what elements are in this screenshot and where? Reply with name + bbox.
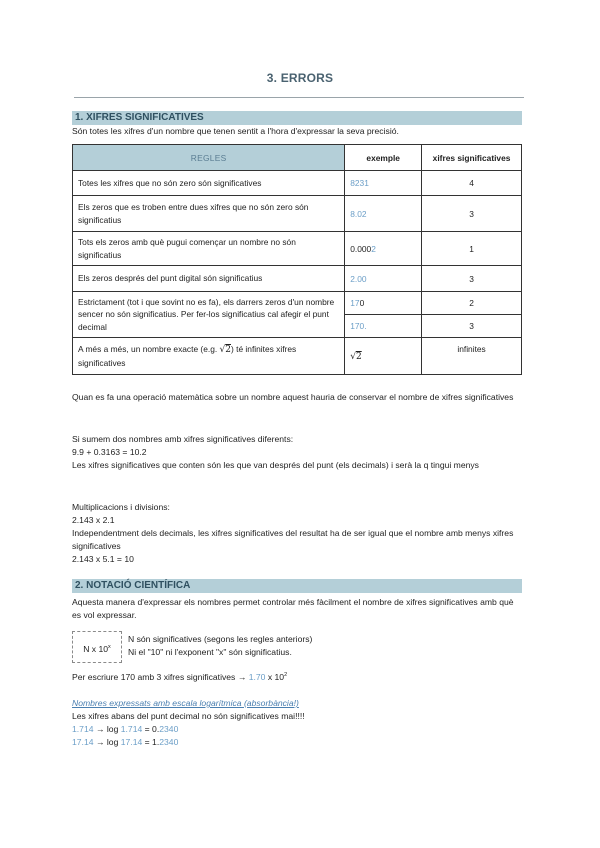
mult-heading: Multiplicacions i divisions:: [72, 502, 170, 512]
sqrt-symbol: √2: [219, 345, 231, 355]
mult-result: 2.143 x 5.1 = 10: [72, 554, 134, 564]
table-row: [73, 292, 522, 315]
rule-text: Tots els zeros amb què pugui començar un nombre no són significatius: [73, 232, 345, 266]
notation-formula-box: N x 10$^x$: [72, 631, 122, 663]
section-heading-scientific-notation: 2. NOTACIÓ CIENTÍFICA: [72, 579, 522, 593]
sig-count: 4: [422, 171, 522, 196]
sqrt-symbol: √2: [350, 351, 362, 362]
header-rules: REGLES: [73, 145, 345, 171]
mult-explanation: Independentment dels decimals, les xifres significatives del resultat ha de ser igual que el nombre amb menys xifres significatives: [72, 528, 514, 551]
logarithmic-scale-link[interactable]: Nombres expressats amb escala logarítmica (absorbància!): [72, 698, 299, 708]
example-cell: 170.: [345, 315, 422, 338]
sig-count: 3: [422, 266, 522, 292]
header-example: exemple: [345, 145, 422, 171]
sig-count: 1: [422, 232, 522, 266]
sig-count: 3: [422, 315, 522, 338]
table-row: [73, 232, 522, 266]
notation-note-2: Ni el "10" ni l'exponent "x" són significatius.: [128, 647, 292, 657]
sum-heading: Si sumem dos nombres amb xifres significatives diferents:: [72, 434, 294, 444]
page-title: 3. ERRORS: [266, 71, 334, 85]
sum-explanation: Les xifres significatives que conten són les que van després del punt (els decimals) i serà la q tingui menys: [72, 460, 479, 470]
log-rule: Les xifres abans del punt decimal no són significatives mai!!!!: [72, 711, 305, 721]
table-header-row: [73, 145, 522, 171]
table-row: [73, 338, 522, 375]
rule-text: A més a més, un nombre exacte (e.g. √2) té infinites xifres significatives: [73, 338, 345, 375]
sig-count: 2: [422, 292, 522, 315]
sig-count: 3: [422, 196, 522, 232]
table-row: [73, 171, 522, 196]
example-cell: 8231: [345, 171, 422, 196]
rule-text: Estrictament (tot i que sovint no es fa), els darrers zeros d'un nombre sencer no són significatius. Per fer-los significatius cal afegir el punt decimal: [73, 292, 345, 338]
rules-table: [72, 144, 522, 375]
rule-text: Els zeros que es troben entre dues xifres que no són zero són significatius: [73, 196, 345, 232]
section-intro: Són totes les xifres d'un nombre que tenen sentit a l'hora d'expressar la seva precisió.: [72, 126, 399, 136]
mult-example: 2.143 x 2.1: [72, 515, 115, 525]
example-cell: 8.02: [345, 196, 422, 232]
table-row: [73, 196, 522, 232]
log-example-1: 1.714 → log 1.714 = 0.2340: [72, 724, 179, 734]
section-heading-significant-figures: 1. XIFRES SIGNIFICATIVES: [72, 111, 522, 125]
sum-example: 9.9 + 0.3163 = 10.2: [72, 447, 147, 457]
example-cell: [345, 338, 422, 375]
title-divider: [74, 97, 524, 98]
example-cell: 170: [345, 292, 422, 315]
notation-note-1: N són significatives (segons les regles anteriors): [128, 634, 313, 644]
notation-example: Per escriure 170 amb 3 xifres significatives → 1.70 x $10^2$: [72, 671, 288, 682]
sig-count: infinites: [422, 338, 522, 375]
log-example-2: 17.14 → log 17.14 = 1.2340: [72, 737, 179, 747]
operations-note: Quan es fa una operació matemàtica sobre un nombre aquest hauria de conservar el nombre de xifres significatives: [72, 392, 514, 402]
rule-text: Totes les xifres que no són zero són significatives: [73, 171, 345, 196]
example-cell: 2.00: [345, 266, 422, 292]
example-cell: 0.0002: [345, 232, 422, 266]
header-significant-figures: xifres significatives: [422, 145, 522, 171]
section-intro: Aquesta manera d'expressar els nombres permet controlar més fàcilment el nombre de xifres significatives amb què es vol expressar.: [72, 597, 514, 620]
table-row: [73, 266, 522, 292]
rule-text: Els zeros després del punt digital són significatius: [73, 266, 345, 292]
